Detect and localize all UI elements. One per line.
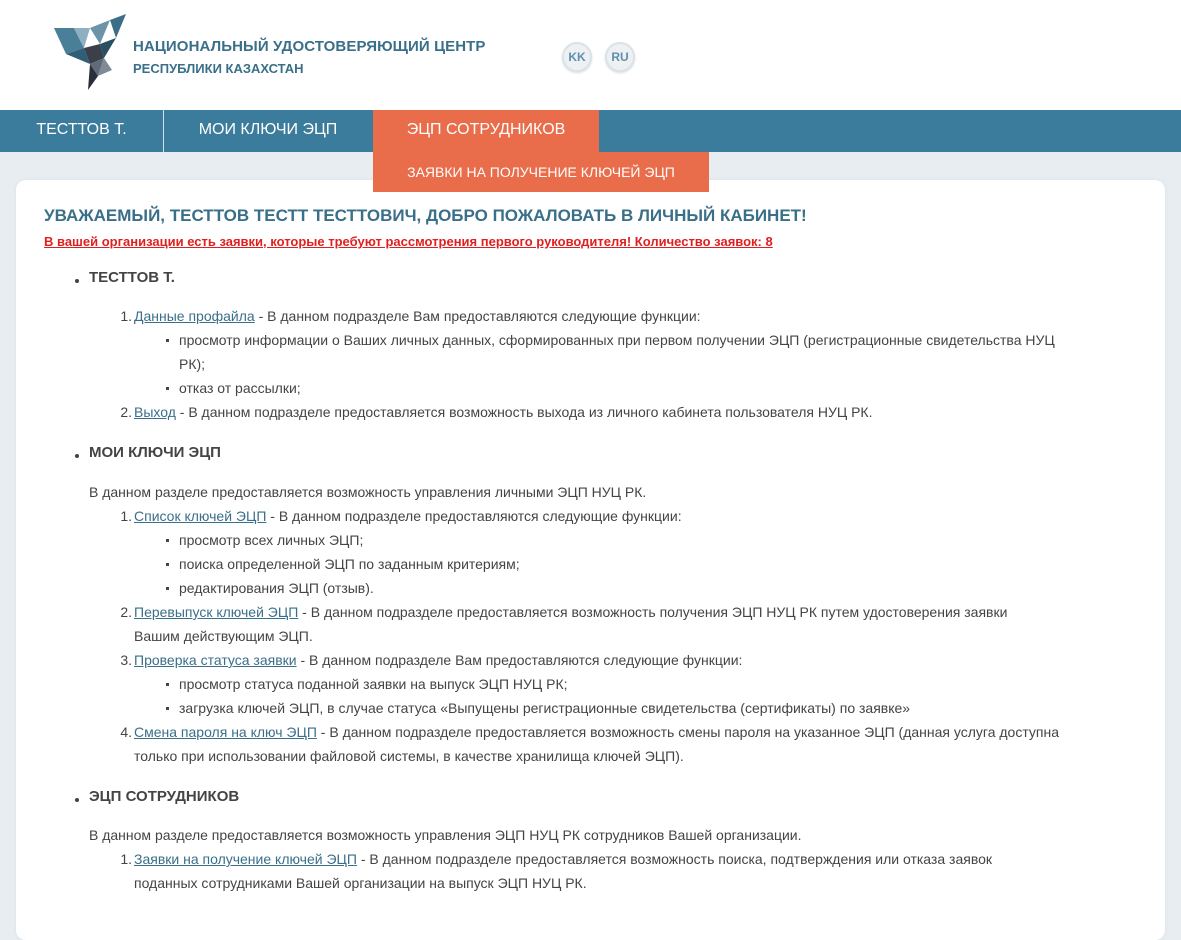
main-nav [0,110,1181,152]
list-item [134,600,1007,624]
list-item-text: - В данном подразделе предоставляется возможность поиска, подтверждения или отказа заявок [356,851,993,867]
bullet [166,387,169,390]
key-list-link[interactable]: Список ключей ЭЦП [134,508,267,524]
org-subtitle: РЕСПУБЛИКИ КАЗАХСТАН [133,61,304,76]
bullet [166,707,169,710]
submenu-item-key-requests[interactable]: ЗАЯВКИ НА ПОЛУЧЕНИЕ КЛЮЧЕЙ ЭЦП [373,152,709,192]
reissue-keys-link[interactable]: Перевыпуск ключей ЭЦП [134,604,299,620]
bullet [75,279,79,283]
bullet [166,587,169,590]
header [0,0,1181,110]
list-item-text: - В данном подразделе Вам предоставляются следующие функции: [254,308,701,324]
welcome-heading: УВАЖАЕМЫЙ, ТЕСТТОВ ТЕСТТ ТЕСТТОВИЧ, ДОБРО ПОЖАЛОВАТЬ В ЛИЧНЫЙ КАБИНЕТ! [44,206,807,225]
section-title-employee-keys: ЭЦП СОТРУДНИКОВ [89,788,240,805]
list-item [134,504,682,528]
bullet [166,563,169,566]
nuc-logo-icon[interactable] [54,14,128,90]
list-number: 4. [120,724,132,740]
list-item [134,304,701,328]
list-item-text: Вашим действующим ЭЦП. [134,628,313,644]
list-number: 2. [120,604,132,620]
lang-kk-button[interactable]: KK [562,42,592,72]
list-item-text: - В данном подразделе предоставляется возможность получения ЭЦП НУЦ РК путем удостоверения заявки [298,604,1008,620]
list-item-text: - В данном подразделе предоставляется возможность выхода из личного кабинета пользователя НУЦ РК. [175,404,873,420]
profile-data-link[interactable]: Данные профайла [134,308,255,324]
section-title-my-keys: МОИ КЛЮЧИ ЭЦП [89,444,221,461]
list-item-text: отказ от рассылки; [179,380,301,396]
list-number: 1. [120,308,132,324]
list-item [134,648,742,672]
list-item-text: только при использовании файловой системы, в качестве хранилища ключей ЭЦП). [134,748,684,764]
list-item-text: редактирования ЭЦП (отзыв). [179,580,374,596]
list-number: 1. [120,851,132,867]
key-requests-link[interactable]: Заявки на получение ключей ЭЦП [134,851,357,867]
list-number: 2. [120,404,132,420]
list-item-text: РК); [179,356,206,372]
logout-link[interactable]: Выход [134,404,176,420]
list-item-text: поданных сотрудниками Вашей организации на выпуск ЭЦП НУЦ РК. [134,875,587,891]
section-title-profile: ТЕСТТОВ Т. [89,269,175,286]
nav-item-employee-keys[interactable]: ЭЦП СОТРУДНИКОВ [373,110,599,152]
list-item-text: - В данном подразделе Вам предоставляются следующие функции: [296,652,743,668]
list-number: 3. [120,652,132,668]
bullet [75,454,79,458]
bullet [166,683,169,686]
list-item-text: поиска определенной ЭЦП по заданным критериям; [179,556,520,572]
nav-item-my-keys[interactable]: МОИ КЛЮЧИ ЭЦП [198,121,338,138]
bullet [75,798,79,802]
list-item-text: - В данном подразделе предоставляются следующие функции: [266,508,682,524]
list-item-text: просмотр всех личных ЭЦП; [179,532,364,548]
bullet [166,339,169,342]
list-item-text: - В данном подразделе предоставляется возможность смены пароля на указанное ЭЦП (данная услуга доступна [316,724,1059,740]
list-item-text: просмотр информации о Ваших личных данных, сформированных при первом получении ЭЦП (регистрационные свидетельства НУЦ [179,332,1055,348]
request-status-link[interactable]: Проверка статуса заявки [134,652,297,668]
list-item [134,847,992,871]
list-item-text: просмотр статуса поданной заявки на выпуск ЭЦП НУЦ РК; [179,676,568,692]
list-item-text: загрузка ключей ЭЦП, в случае статуса «Выпущены регистрационные свидетельства (сертификаты) по заявке» [179,700,911,716]
lang-ru-button[interactable]: RU [605,42,635,72]
change-password-link[interactable]: Смена пароля на ключ ЭЦП [134,724,317,740]
org-title: НАЦИОНАЛЬНЫЙ УДОСТОВЕРЯЮЩИЙ ЦЕНТР [133,38,486,55]
nav-item-profile[interactable]: ТЕСТТОВ Т. [0,110,164,152]
section-intro: В данном разделе предоставляется возможность управления ЭЦП НУЦ РК сотрудников Вашей организации. [89,827,802,843]
bullet [166,539,169,542]
pending-requests-alert-link[interactable]: В вашей организации есть заявки, которые требуют рассмотрения первого руководителя! Количество заявок: 8 [44,234,773,249]
list-item [134,720,1059,744]
section-intro: В данном разделе предоставляется возможность управления личными ЭЦП НУЦ РК. [89,484,647,500]
list-number: 1. [120,508,132,524]
list-item [134,400,872,424]
